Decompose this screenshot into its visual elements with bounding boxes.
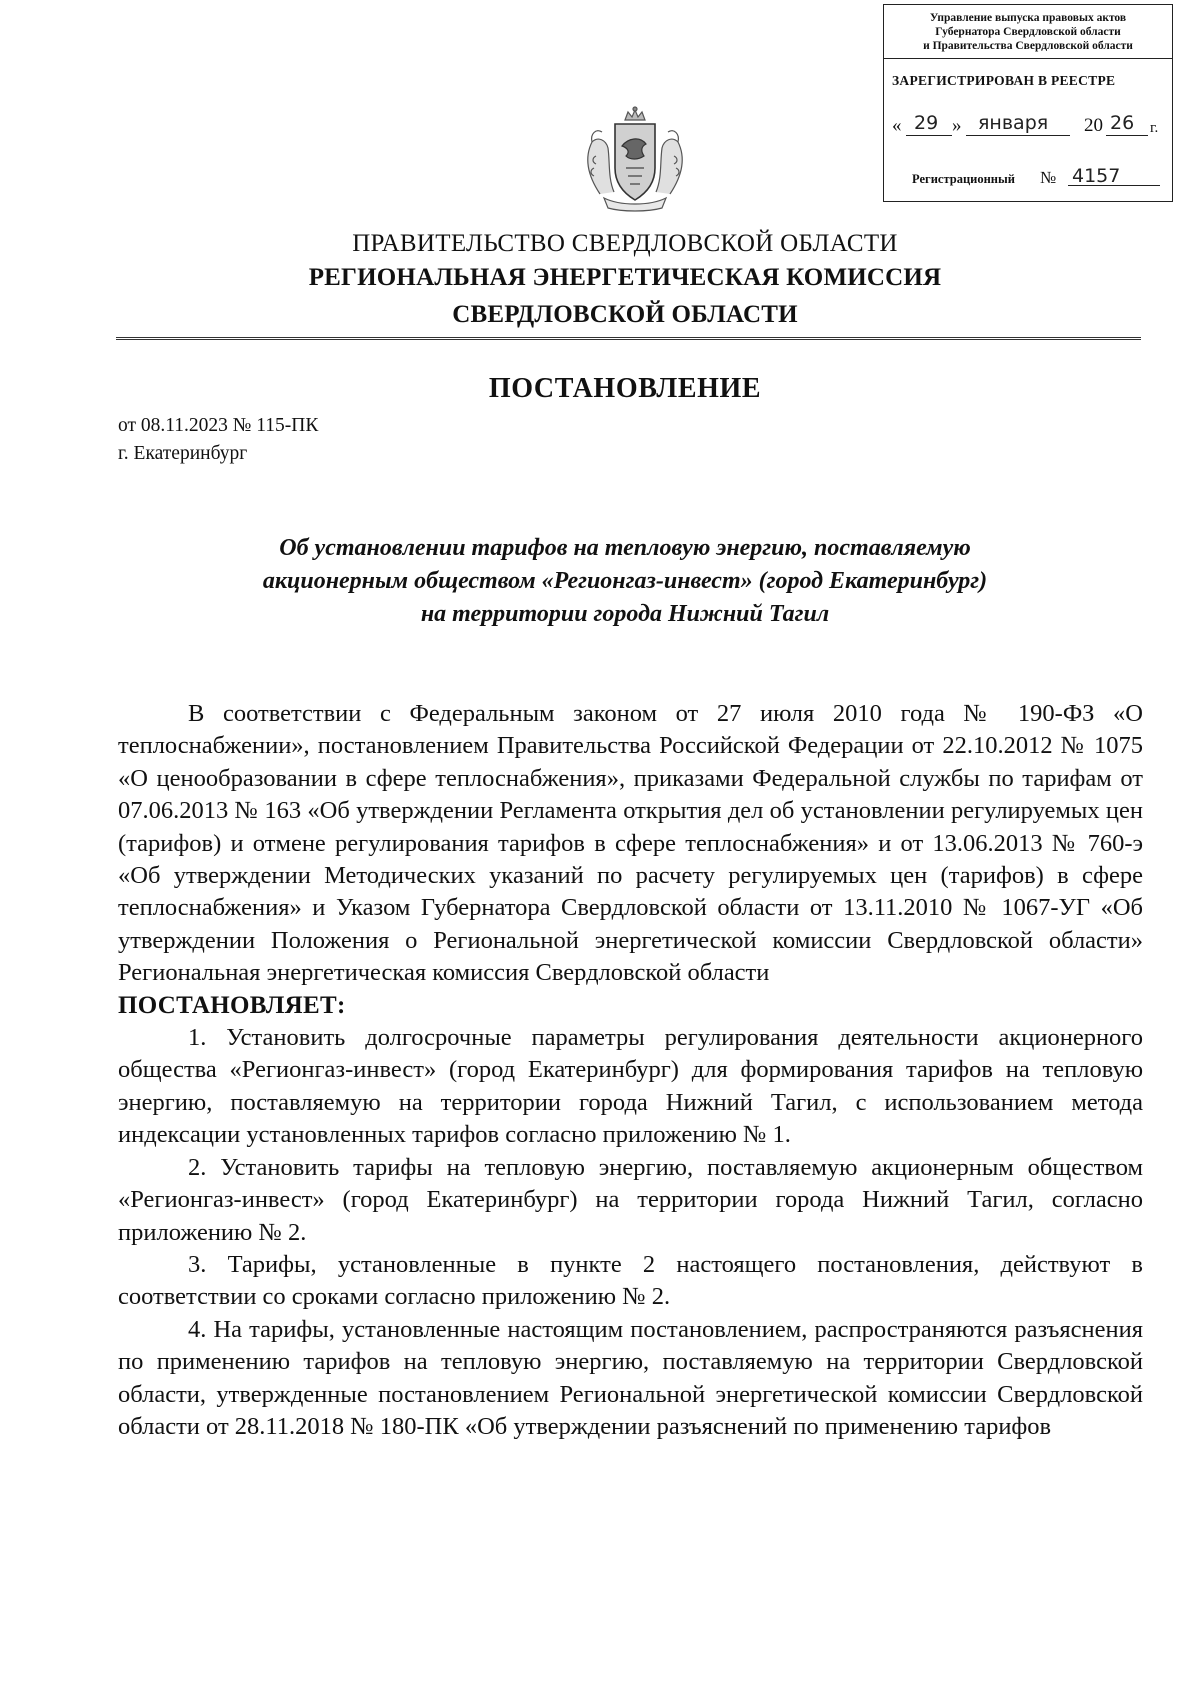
stamp-month-underline [966, 135, 1070, 136]
registration-stamp [883, 4, 1173, 202]
stamp-number-sign: № [1040, 168, 1057, 187]
stamp-date-day: 29 [914, 112, 939, 134]
stamp-registration-date [892, 113, 1164, 139]
stamp-issuer-line: Управление выпуска правовых актов [929, 12, 1127, 24]
document-type-title: ПОСТАНОВЛЕНИЕ [488, 373, 762, 404]
stamp-date-year-prefix: 20 [1084, 115, 1103, 136]
stamp-reg-number: 4157 [1072, 165, 1121, 187]
subject-line-1: Об установлении тарифов на тепловую энергию, поставляемую [279, 535, 971, 561]
stamp-day-underline [906, 135, 952, 136]
stamp-issuer [884, 5, 1172, 59]
stamp-registration-number [912, 165, 1162, 189]
stamp-date-close-quote: » [952, 115, 962, 136]
document-city: г. Екатеринбург [118, 443, 248, 464]
decree-heading: ПОСТАНОВЛЯЕТ: [118, 991, 346, 1019]
stamp-registered-label: ЗАРЕГИСТРИРОВАН В РЕЕСТРЕ [892, 73, 1116, 88]
document-date-number: от 08.11.2023 № 115-ПК [118, 415, 319, 436]
coat-of-arms-emblem [570, 106, 700, 216]
clause-paragraph: 4. На тарифы, установленные настоящим постановлением, распространяются разъяснения по применению тарифов на тепловую энергию, поставляемую на территории Свердловской области, утвержденные постановлением Региональной энергетической комиссии Свердловской области от 28.11.2018 № 180-ПК «Об утверждении разъяснений по применению тарифов [118, 1315, 1143, 1440]
document-body [118, 698, 1143, 1443]
subject-line-2: акционерным обществом «Регионгаз-инвест» (город Екатеринбург) [262, 568, 988, 594]
stamp-issuer-line: и Правительства Свердловской области [923, 40, 1133, 52]
stamp-date-open-quote: « [892, 115, 902, 136]
clause-paragraph: 1. Установить долгосрочные параметры регулирования деятельности акционерного общества «Регионгаз-инвест» (город Екатеринбург) для формирования тарифов на тепловую энергию, поставляемую на территории города Нижний Тагил, с использованием метода индексации установленных тарифов согласно приложению № 1. [118, 1024, 1143, 1149]
preamble-paragraph: В соответствии с Федеральным законом от 27 июля 2010 года № 190-ФЗ «О теплоснабжении», постановлением Правительства Российской Федерации от 22.10.2012 № 1075 «О ценообразовании в сфере теплоснабжения», приказами Федеральной службы по тарифам от 07.06.2013 № 163 «Об утверждении Регламента открытия дел об установлении регулируемых цен (тарифов) и отмене регулирования тарифов в сфере теплоснабжения» и от 13.06.2013 № 760-э «Об утверждении Методических указаний по расчету регулируемых цен (тарифов) в сфере теплоснабжения» и Указом Губернатора Свердловской области от 13.11.2010 № 1067-УГ «Об утверждении Положения о Региональной энергетической комиссии Свердловской области» Региональная энергетическая комиссия Свердловской области [118, 700, 1143, 987]
stamp-year-underline [1106, 135, 1148, 136]
stamp-reg-label: Регистрационный [912, 172, 1015, 186]
stamp-issuer-line: Губернатора Свердловской области [935, 26, 1121, 38]
commission-name-line-1: РЕГИОНАЛЬНАЯ ЭНЕРГЕТИЧЕСКАЯ КОМИССИЯ [308, 264, 942, 291]
header-divider [116, 337, 1141, 340]
clause-paragraph: 3. Тарифы, установленные в пункте 2 настоящего постановления, действуют в соответствии со сроками согласно приложению № 2. [118, 1250, 1143, 1311]
stamp-date-year-suffix: 26 [1110, 112, 1135, 134]
government-name: ПРАВИТЕЛЬСТВО СВЕРДЛОВСКОЙ ОБЛАСТИ [352, 230, 898, 257]
clause-paragraph: 2. Установить тарифы на тепловую энергию, поставляемую акционерным обществом «Регионгаз-инвест» (город Екатеринбург) на территории города Нижний Тагил, согласно приложению № 2. [118, 1153, 1143, 1246]
stamp-date-year-unit: г. [1150, 120, 1159, 136]
stamp-date-month: января [978, 112, 1049, 134]
subject-line-3: на территории города Нижний Тагил [420, 601, 830, 627]
commission-name-line-2: СВЕРДЛОВСКОЙ ОБЛАСТИ [452, 301, 798, 328]
